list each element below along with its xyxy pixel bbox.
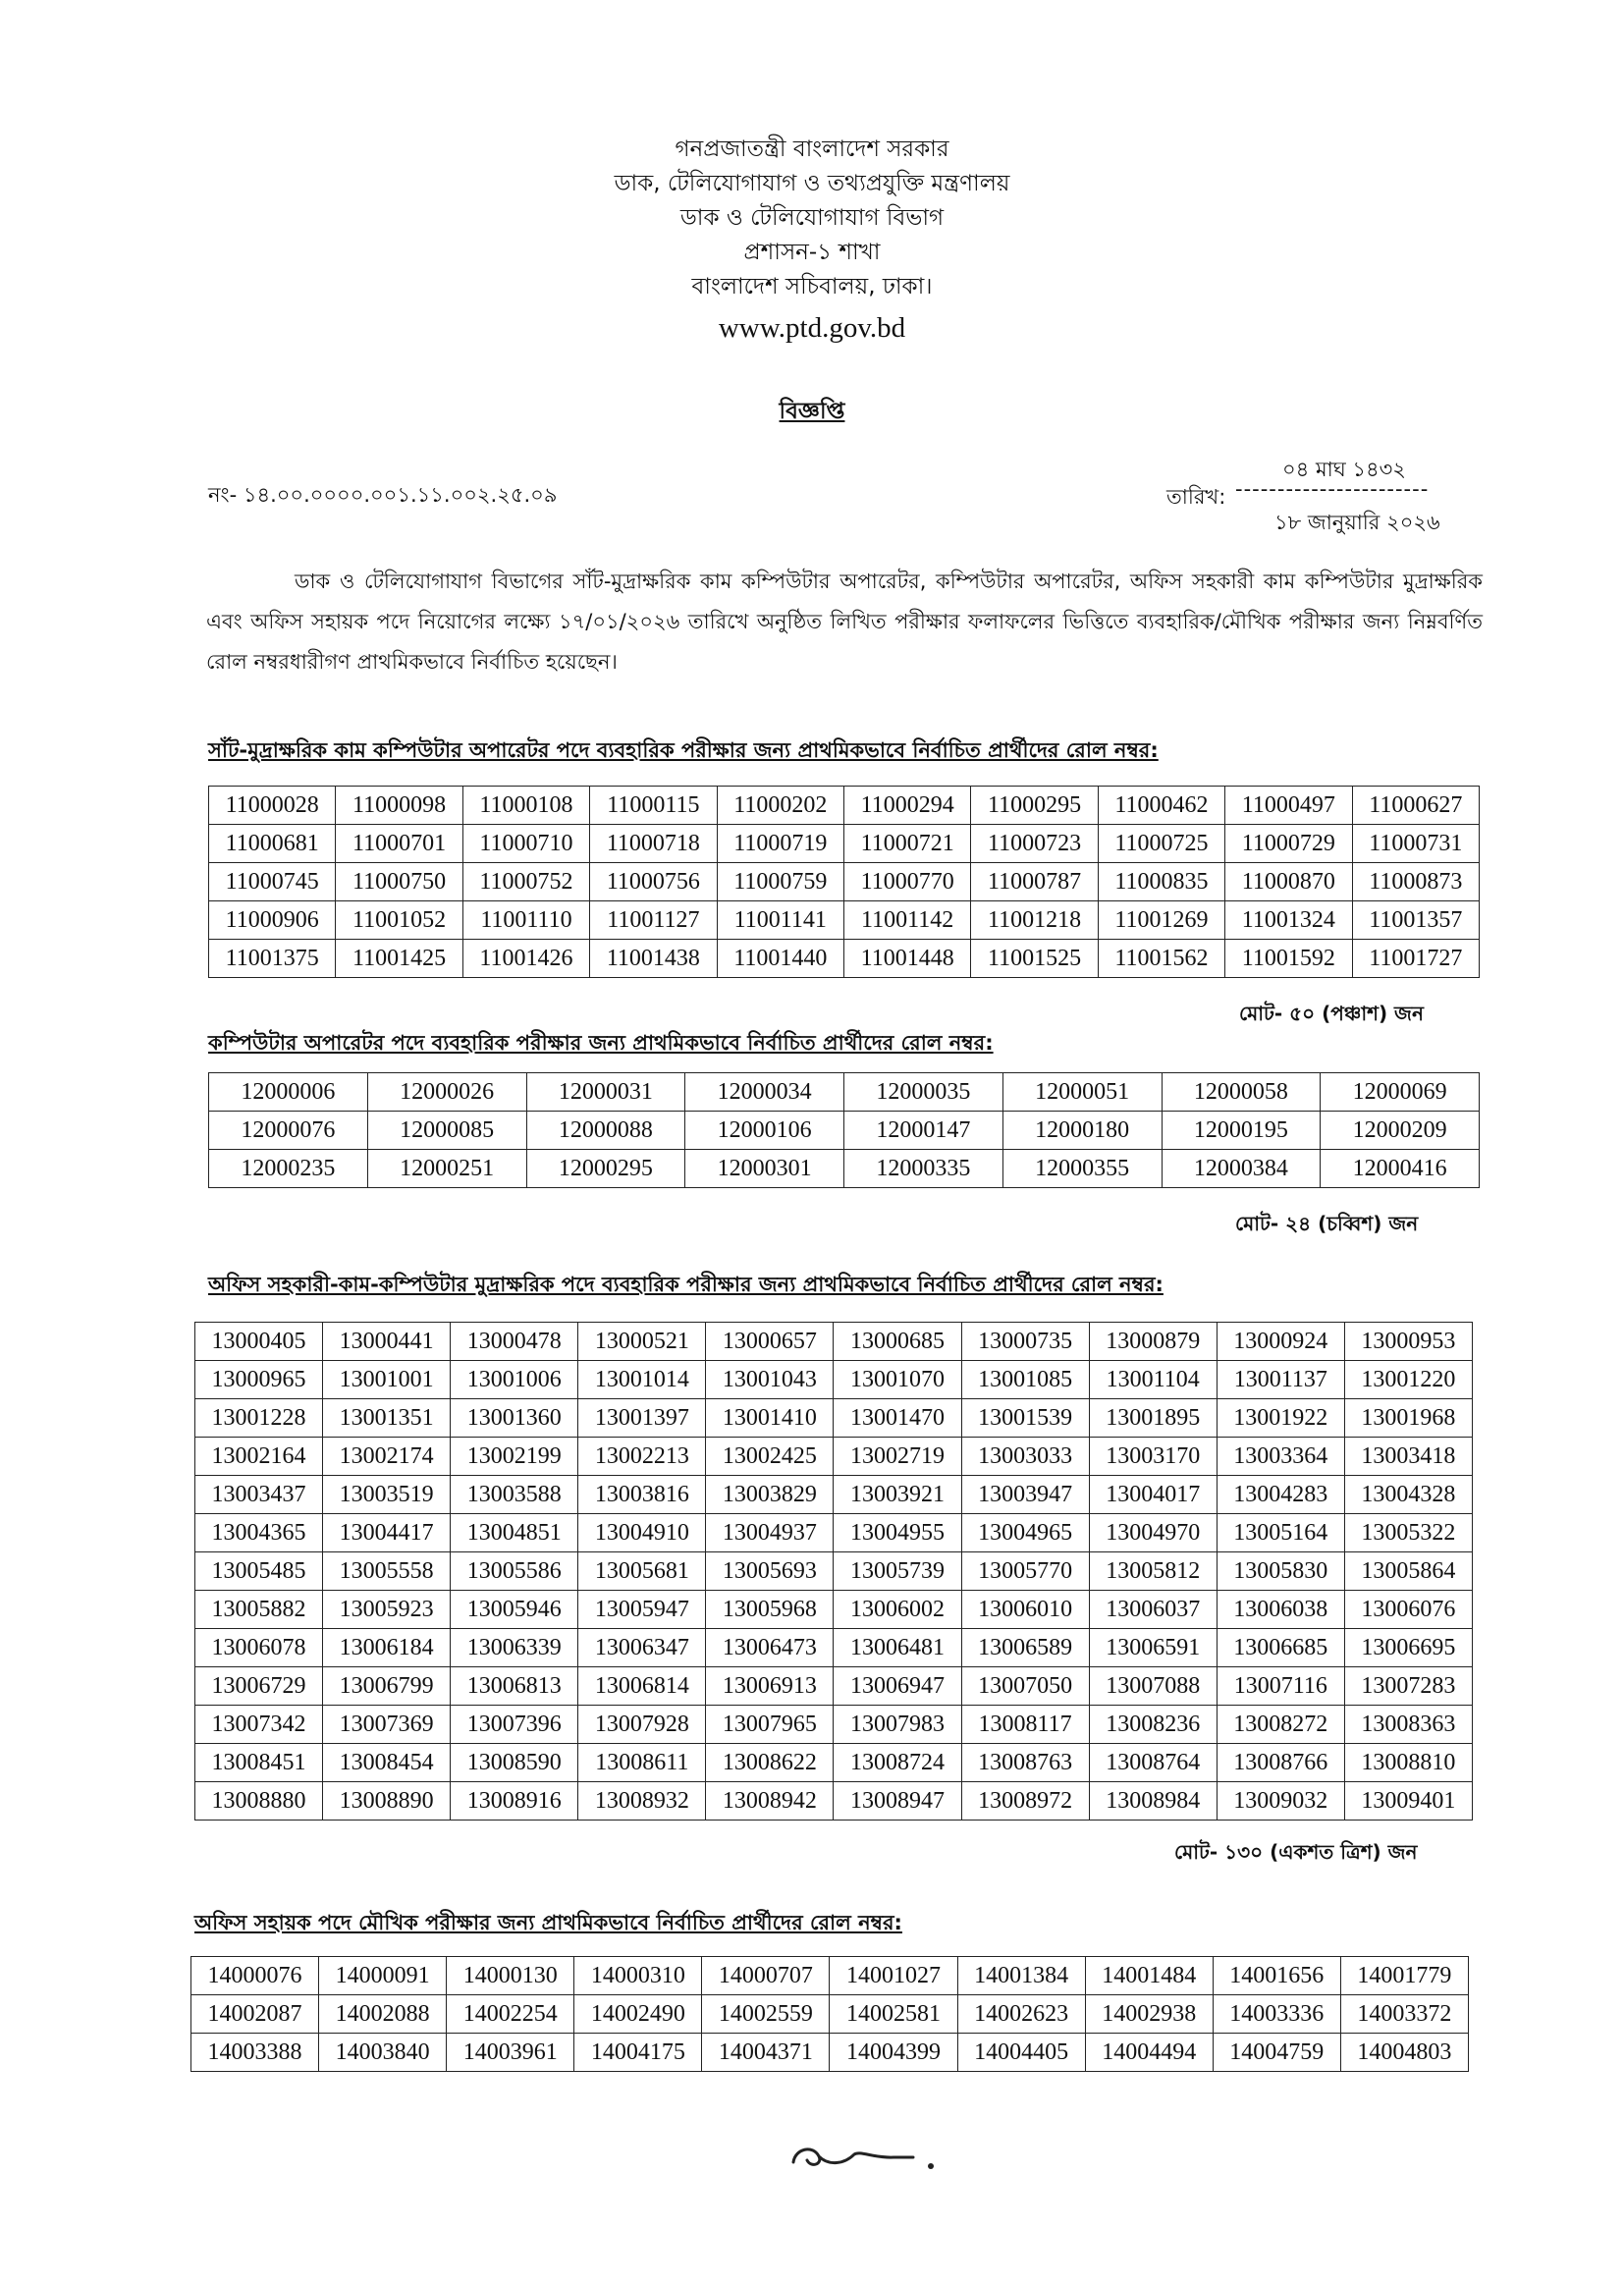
roll-number-cell: 12000295 xyxy=(526,1150,685,1188)
roll-number-cell: 11001562 xyxy=(1098,940,1224,978)
roll-number-cell: 11000725 xyxy=(1098,825,1224,863)
roll-number-cell: 11001592 xyxy=(1225,940,1352,978)
roll-number-cell: 13001220 xyxy=(1344,1361,1472,1399)
roll-number-cell: 11000497 xyxy=(1225,787,1352,825)
roll-number-cell: 11001525 xyxy=(971,940,1098,978)
roll-number-cell: 13003588 xyxy=(451,1476,578,1514)
roll-number-cell: 14001384 xyxy=(957,1957,1085,1995)
roll-number-cell: 13006076 xyxy=(1344,1591,1472,1629)
roll-number-cell: 11000710 xyxy=(462,825,589,863)
roll-number-cell: 12000251 xyxy=(367,1150,526,1188)
roll-number-cell: 13002425 xyxy=(706,1438,834,1476)
roll-number-cell: 13005864 xyxy=(1344,1552,1472,1591)
roll-number-cell: 14000091 xyxy=(319,1957,447,1995)
roll-number-cell: 13001470 xyxy=(834,1399,961,1438)
roll-table-computer-operator xyxy=(208,1072,1480,1188)
date-english: ১৮ জানুয়ারি ২০২৬ xyxy=(1274,511,1440,534)
roll-number-cell: 13006010 xyxy=(961,1591,1089,1629)
roll-table-steno xyxy=(208,786,1480,978)
roll-number-cell: 14002490 xyxy=(574,1995,702,2034)
table-row xyxy=(191,1957,1469,1995)
letterhead xyxy=(0,133,1624,350)
table-row xyxy=(209,787,1480,825)
table-row xyxy=(191,1995,1469,2034)
roll-number-cell: 13002719 xyxy=(834,1438,961,1476)
roll-number-cell: 13004965 xyxy=(961,1514,1089,1552)
roll-number-cell: 14003388 xyxy=(191,2034,319,2072)
table-row xyxy=(195,1591,1473,1629)
roll-number-cell: 13001922 xyxy=(1217,1399,1344,1438)
roll-number-cell: 13004970 xyxy=(1089,1514,1217,1552)
roll-number-cell: 11000745 xyxy=(209,863,336,901)
roll-number-cell: 11000756 xyxy=(590,863,717,901)
roll-number-cell: 13004283 xyxy=(1217,1476,1344,1514)
roll-number-cell: 13008454 xyxy=(323,1744,451,1782)
roll-number-cell: 13005947 xyxy=(578,1591,706,1629)
roll-number-cell: 11000202 xyxy=(717,787,843,825)
roll-number-cell: 13006814 xyxy=(578,1667,706,1706)
roll-number-cell: 11000731 xyxy=(1352,825,1479,863)
roll-number-cell: 13007283 xyxy=(1344,1667,1472,1706)
section-2-total: মোট- ২৪ (চব্বিশ) জন xyxy=(1235,1212,1419,1235)
table-row xyxy=(195,1323,1473,1361)
roll-number-cell: 13008810 xyxy=(1344,1744,1472,1782)
roll-number-cell: 13006038 xyxy=(1217,1591,1344,1629)
roll-number-cell: 13003364 xyxy=(1217,1438,1344,1476)
roll-number-cell: 14004175 xyxy=(574,2034,702,2072)
roll-number-cell: 11001425 xyxy=(336,940,462,978)
roll-number-cell: 11000750 xyxy=(336,863,462,901)
roll-number-cell: 13001895 xyxy=(1089,1399,1217,1438)
roll-number-cell: 13008880 xyxy=(195,1782,323,1821)
roll-number-cell: 12000147 xyxy=(844,1112,1003,1150)
roll-number-cell: 13008766 xyxy=(1217,1744,1344,1782)
table-row xyxy=(195,1438,1473,1476)
roll-number-cell: 13008916 xyxy=(451,1782,578,1821)
roll-number-cell: 12000006 xyxy=(209,1073,368,1112)
roll-number-cell: 13004955 xyxy=(834,1514,961,1552)
roll-number-cell: 11001110 xyxy=(462,901,589,940)
roll-number-cell: 14000707 xyxy=(702,1957,830,1995)
roll-number-cell: 11000681 xyxy=(209,825,336,863)
govt-name: গনপ্রজাতন্ত্রী বাংলাদেশ সরকার xyxy=(675,136,949,162)
roll-number-cell: 13004017 xyxy=(1089,1476,1217,1514)
date-dashes: ----------------------- xyxy=(1235,477,1430,501)
roll-number-cell: 11000835 xyxy=(1098,863,1224,901)
roll-number-cell: 13006947 xyxy=(834,1667,961,1706)
roll-number-cell: 11000906 xyxy=(209,901,336,940)
roll-number-cell: 13003816 xyxy=(578,1476,706,1514)
roll-number-cell: 14003961 xyxy=(447,2034,574,2072)
roll-number-cell: 14002559 xyxy=(702,1995,830,2034)
roll-number-cell: 13001006 xyxy=(451,1361,578,1399)
roll-number-cell: 11000752 xyxy=(462,863,589,901)
roll-number-cell: 13007983 xyxy=(834,1706,961,1744)
roll-number-cell: 12000335 xyxy=(844,1150,1003,1188)
roll-number-cell: 11001052 xyxy=(336,901,462,940)
roll-number-cell: 13000965 xyxy=(195,1361,323,1399)
roll-number-cell: 13006339 xyxy=(451,1629,578,1667)
roll-number-cell: 13006184 xyxy=(323,1629,451,1667)
roll-number-cell: 11001218 xyxy=(971,901,1098,940)
table-row xyxy=(209,1150,1480,1188)
roll-number-cell: 12000085 xyxy=(367,1112,526,1150)
roll-number-cell: 13008272 xyxy=(1217,1706,1344,1744)
roll-number-cell: 13000953 xyxy=(1344,1323,1472,1361)
roll-number-cell: 13008451 xyxy=(195,1744,323,1782)
roll-number-cell: 13006695 xyxy=(1344,1629,1472,1667)
roll-number-cell: 12000031 xyxy=(526,1073,685,1112)
roll-number-cell: 11000759 xyxy=(717,863,843,901)
roll-number-cell: 11000787 xyxy=(971,863,1098,901)
roll-number-cell: 11000028 xyxy=(209,787,336,825)
roll-number-cell: 14004399 xyxy=(830,2034,957,2072)
roll-number-cell: 13006685 xyxy=(1217,1629,1344,1667)
roll-number-cell: 14002254 xyxy=(447,1995,574,2034)
roll-number-cell: 13008622 xyxy=(706,1744,834,1782)
roll-table-office-sahayak xyxy=(190,1956,1469,2072)
roll-number-cell: 11001142 xyxy=(843,901,970,940)
roll-number-cell: 13005322 xyxy=(1344,1514,1472,1552)
roll-number-cell: 13008984 xyxy=(1089,1782,1217,1821)
roll-number-cell: 13003519 xyxy=(323,1476,451,1514)
roll-number-cell: 13008932 xyxy=(578,1782,706,1821)
roll-number-cell: 13005812 xyxy=(1089,1552,1217,1591)
notice-title: বিজ্ঞপ্তি xyxy=(779,399,845,424)
roll-number-cell: 13000657 xyxy=(706,1323,834,1361)
roll-number-cell: 13003829 xyxy=(706,1476,834,1514)
roll-number-cell: 13001397 xyxy=(578,1399,706,1438)
roll-number-cell: 13009401 xyxy=(1344,1782,1472,1821)
roll-number-cell: 13007369 xyxy=(323,1706,451,1744)
table-row xyxy=(195,1667,1473,1706)
roll-number-cell: 12000051 xyxy=(1002,1073,1162,1112)
roll-number-cell: 11001269 xyxy=(1098,901,1224,940)
roll-number-cell: 11001426 xyxy=(462,940,589,978)
roll-number-cell: 14001027 xyxy=(830,1957,957,1995)
roll-number-cell: 14002623 xyxy=(957,1995,1085,2034)
roll-number-cell: 13005485 xyxy=(195,1552,323,1591)
division-name: ডাক ও টেলিযোগাযাগ বিভাগ xyxy=(679,205,945,231)
roll-number-cell: 13005946 xyxy=(451,1591,578,1629)
roll-number-cell: 11000294 xyxy=(843,787,970,825)
roll-number-cell: 13005164 xyxy=(1217,1514,1344,1552)
roll-number-cell: 14004405 xyxy=(957,2034,1085,2072)
table-row xyxy=(195,1361,1473,1399)
roll-number-cell: 13006347 xyxy=(578,1629,706,1667)
roll-number-cell: 11000627 xyxy=(1352,787,1479,825)
roll-number-cell: 13004417 xyxy=(323,1514,451,1552)
roll-number-cell: 13002213 xyxy=(578,1438,706,1476)
roll-number-cell: 13001137 xyxy=(1217,1361,1344,1399)
roll-number-cell: 12000076 xyxy=(209,1112,368,1150)
roll-number-cell: 12000355 xyxy=(1002,1150,1162,1188)
roll-number-cell: 13008947 xyxy=(834,1782,961,1821)
roll-number-cell: 13003418 xyxy=(1344,1438,1472,1476)
roll-number-cell: 13001070 xyxy=(834,1361,961,1399)
roll-number-cell: 12000209 xyxy=(1321,1112,1480,1150)
roll-number-cell: 13004328 xyxy=(1344,1476,1472,1514)
roll-number-cell: 11000462 xyxy=(1098,787,1224,825)
roll-number-cell: 14004371 xyxy=(702,2034,830,2072)
roll-number-cell: 11000873 xyxy=(1352,863,1479,901)
roll-number-cell: 13007396 xyxy=(451,1706,578,1744)
section-3-title: অফিস সহকারী-কাম-কম্পিউটার মুদ্রাক্ষরিক পদে ব্যবহারিক পরীক্ষার জন্য প্রাথমিকভাবে নির্বাচিত প্রার্থীদের রোল নম্বর: xyxy=(208,1273,1164,1296)
roll-number-cell: 13001014 xyxy=(578,1361,706,1399)
roll-number-cell: 13005923 xyxy=(323,1591,451,1629)
roll-number-cell: 11001324 xyxy=(1225,901,1352,940)
roll-number-cell: 13001968 xyxy=(1344,1399,1472,1438)
roll-number-cell: 13008942 xyxy=(706,1782,834,1821)
roll-number-cell: 11000729 xyxy=(1225,825,1352,863)
roll-number-cell: 11001727 xyxy=(1352,940,1479,978)
roll-number-cell: 12000106 xyxy=(685,1112,844,1150)
roll-number-cell: 13007928 xyxy=(578,1706,706,1744)
roll-number-cell: 13001360 xyxy=(451,1399,578,1438)
roll-number-cell: 14003372 xyxy=(1340,1995,1468,2034)
roll-number-cell: 11000723 xyxy=(971,825,1098,863)
roll-number-cell: 12000058 xyxy=(1162,1073,1321,1112)
office-address: বাংলাদেশ সচিবালয়, ঢাকা। xyxy=(691,274,933,299)
roll-number-cell: 13003921 xyxy=(834,1476,961,1514)
roll-number-cell: 13005558 xyxy=(323,1552,451,1591)
roll-number-cell: 13008363 xyxy=(1344,1706,1472,1744)
roll-number-cell: 14000130 xyxy=(447,1957,574,1995)
table-row xyxy=(209,940,1480,978)
table-row xyxy=(195,1476,1473,1514)
roll-number-cell: 11000295 xyxy=(971,787,1098,825)
roll-number-cell: 13006813 xyxy=(451,1667,578,1706)
table-row xyxy=(191,2034,1469,2072)
roll-number-cell: 12000384 xyxy=(1162,1150,1321,1188)
roll-number-cell: 11001440 xyxy=(717,940,843,978)
roll-number-cell: 14000310 xyxy=(574,1957,702,1995)
date-bangla: ০৪ মাঘ ১৪৩২ xyxy=(1282,458,1406,481)
roll-number-cell: 12000026 xyxy=(367,1073,526,1112)
roll-number-cell: 14002581 xyxy=(830,1995,957,2034)
roll-number-cell: 13008117 xyxy=(961,1706,1089,1744)
roll-number-cell: 11001127 xyxy=(590,901,717,940)
roll-number-cell: 14001484 xyxy=(1085,1957,1213,1995)
roll-number-cell: 14004803 xyxy=(1340,2034,1468,2072)
roll-number-cell: 13000441 xyxy=(323,1323,451,1361)
roll-number-cell: 11000721 xyxy=(843,825,970,863)
roll-number-cell: 13006729 xyxy=(195,1667,323,1706)
roll-number-cell: 12000034 xyxy=(685,1073,844,1112)
roll-number-cell: 12000195 xyxy=(1162,1112,1321,1150)
roll-number-cell: 12000069 xyxy=(1321,1073,1480,1112)
roll-number-cell: 13009032 xyxy=(1217,1782,1344,1821)
section-1-title: সাঁট-মুদ্রাক্ষরিক কাম কম্পিউটার অপারেটর পদে ব্যবহারিক পরীক্ষার জন্য প্রাথমিকভাবে নির্বাচিত প্রার্থীদের রোল নম্বর: xyxy=(208,738,1159,762)
table-row xyxy=(195,1782,1473,1821)
roll-number-cell: 14001779 xyxy=(1340,1957,1468,1995)
roll-number-cell: 13003170 xyxy=(1089,1438,1217,1476)
roll-number-cell: 13000521 xyxy=(578,1323,706,1361)
roll-number-cell: 13000405 xyxy=(195,1323,323,1361)
roll-number-cell: 13001539 xyxy=(961,1399,1089,1438)
roll-number-cell: 13006589 xyxy=(961,1629,1089,1667)
signature-mark xyxy=(785,2131,943,2180)
roll-number-cell: 13007965 xyxy=(706,1706,834,1744)
table-row xyxy=(209,1112,1480,1150)
section-2-title: কম্পিউটার অপারেটর পদে ব্যবহারিক পরীক্ষার জন্য প্রাথমিকভাবে নির্বাচিত প্রার্থীদের রোল নম্বর: xyxy=(208,1031,994,1055)
roll-number-cell: 11000718 xyxy=(590,825,717,863)
roll-number-cell: 11000770 xyxy=(843,863,970,901)
branch-name: প্রশাসন-১ শাখা xyxy=(743,240,881,265)
table-row xyxy=(195,1744,1473,1782)
roll-number-cell: 13001410 xyxy=(706,1399,834,1438)
roll-number-cell: 13007088 xyxy=(1089,1667,1217,1706)
roll-number-cell: 14000076 xyxy=(191,1957,319,1995)
ministry-name: ডাক, টেলিযোগাযাগ ও তথ্যপ্রযুক্তি মন্ত্রণালয় xyxy=(614,171,1010,196)
roll-number-cell: 11001448 xyxy=(843,940,970,978)
roll-number-cell: 13007050 xyxy=(961,1667,1089,1706)
roll-number-cell: 14003336 xyxy=(1213,1995,1340,2034)
date-label: তারিখ: xyxy=(1166,485,1226,509)
roll-number-cell: 13005830 xyxy=(1217,1552,1344,1591)
roll-number-cell: 13006473 xyxy=(706,1629,834,1667)
roll-number-cell: 14002087 xyxy=(191,1995,319,2034)
roll-number-cell: 13003437 xyxy=(195,1476,323,1514)
roll-number-cell: 13002199 xyxy=(451,1438,578,1476)
roll-number-cell: 11000719 xyxy=(717,825,843,863)
roll-number-cell: 11000098 xyxy=(336,787,462,825)
section-1-total: মোট- ৫০ (পঞ্চাশ) জন xyxy=(1239,1002,1424,1025)
roll-number-cell: 12000088 xyxy=(526,1112,685,1150)
roll-number-cell: 13005693 xyxy=(706,1552,834,1591)
roll-number-cell: 13002174 xyxy=(323,1438,451,1476)
roll-number-cell: 13000924 xyxy=(1217,1323,1344,1361)
roll-number-cell: 11000701 xyxy=(336,825,462,863)
roll-number-cell: 11000870 xyxy=(1225,863,1352,901)
roll-number-cell: 14001656 xyxy=(1213,1957,1340,1995)
roll-number-cell: 12000235 xyxy=(209,1150,368,1188)
roll-number-cell: 14004494 xyxy=(1085,2034,1213,2072)
roll-number-cell: 14004759 xyxy=(1213,2034,1340,2072)
roll-number-cell: 11001357 xyxy=(1352,901,1479,940)
roll-number-cell: 13008724 xyxy=(834,1744,961,1782)
table-row xyxy=(195,1629,1473,1667)
intro-paragraph: ডাক ও টেলিযোগাযাগ বিভাগের সাঁট-মুদ্রাক্ষরিক কাম কম্পিউটার অপারেটর, কম্পিউটার অপারেটর, অফিস সহকারী কাম কম্পিউটার মুদ্রাক্ষরিক এবং অফিস সহায়ক পদে নিয়োগের লক্ষ্যে ১৭/০১/২০২৬ তারিখে অনুষ্ঠিত লিখিত পরীক্ষার ফলাফলের ভিত্তিতে ব্যবহারিক/মৌখিক পরীক্ষার জন্য নিম্নবর্ণিত রোল নম্বরধারীগণ প্রাথমিকভাবে নির্বাচিত হয়েছেন। xyxy=(206,570,1483,674)
roll-number-cell: 11001141 xyxy=(717,901,843,940)
roll-number-cell: 13004365 xyxy=(195,1514,323,1552)
section-4-title: অফিস সহায়ক পদে মৌখিক পরীক্ষার জন্য প্রাথমিকভাবে নির্বাচিত প্রার্থীদের রোল নম্বর: xyxy=(194,1911,902,1934)
roll-number-cell: 13005968 xyxy=(706,1591,834,1629)
roll-number-cell: 13003947 xyxy=(961,1476,1089,1514)
roll-number-cell: 13006078 xyxy=(195,1629,323,1667)
roll-number-cell: 13000879 xyxy=(1089,1323,1217,1361)
roll-number-cell: 13004910 xyxy=(578,1514,706,1552)
roll-number-cell: 13005770 xyxy=(961,1552,1089,1591)
roll-number-cell: 12000035 xyxy=(844,1073,1003,1112)
roll-number-cell: 13005586 xyxy=(451,1552,578,1591)
roll-table-office-assistant xyxy=(194,1322,1473,1821)
roll-number-cell: 13008611 xyxy=(578,1744,706,1782)
roll-number-cell: 13000735 xyxy=(961,1323,1089,1361)
table-row xyxy=(209,901,1480,940)
roll-number-cell: 13001001 xyxy=(323,1361,451,1399)
table-row xyxy=(209,863,1480,901)
roll-number-cell: 13000685 xyxy=(834,1323,961,1361)
roll-number-cell: 13008590 xyxy=(451,1744,578,1782)
roll-number-cell: 13008972 xyxy=(961,1782,1089,1821)
table-row xyxy=(195,1706,1473,1744)
roll-number-cell: 13008890 xyxy=(323,1782,451,1821)
roll-number-cell: 11001438 xyxy=(590,940,717,978)
roll-number-cell: 11001375 xyxy=(209,940,336,978)
roll-number-cell: 14003840 xyxy=(319,2034,447,2072)
roll-number-cell: 13008763 xyxy=(961,1744,1089,1782)
roll-number-cell: 13001085 xyxy=(961,1361,1089,1399)
roll-number-cell: 13008236 xyxy=(1089,1706,1217,1744)
roll-number-cell: 13006913 xyxy=(706,1667,834,1706)
roll-number-cell: 14002938 xyxy=(1085,1995,1213,2034)
roll-number-cell: 13005739 xyxy=(834,1552,961,1591)
roll-number-cell: 13007342 xyxy=(195,1706,323,1744)
roll-number-cell: 13006002 xyxy=(834,1591,961,1629)
roll-number-cell: 13005882 xyxy=(195,1591,323,1629)
roll-number-cell: 12000416 xyxy=(1321,1150,1480,1188)
roll-number-cell: 13007116 xyxy=(1217,1667,1344,1706)
roll-number-cell: 11000108 xyxy=(462,787,589,825)
table-row xyxy=(209,1073,1480,1112)
roll-number-cell: 13001043 xyxy=(706,1361,834,1399)
roll-number-cell: 13008764 xyxy=(1089,1744,1217,1782)
memo-number: নং- ১৪.০০.০০০০.০০১.১১.০০২.২৫.০৯ xyxy=(208,483,558,507)
roll-number-cell: 13006799 xyxy=(323,1667,451,1706)
roll-number-cell: 13006037 xyxy=(1089,1591,1217,1629)
roll-number-cell: 13001351 xyxy=(323,1399,451,1438)
roll-number-cell: 13001104 xyxy=(1089,1361,1217,1399)
table-row xyxy=(209,825,1480,863)
table-row xyxy=(195,1399,1473,1438)
roll-number-cell: 13005681 xyxy=(578,1552,706,1591)
roll-number-cell: 13004851 xyxy=(451,1514,578,1552)
roll-number-cell: 13001228 xyxy=(195,1399,323,1438)
roll-number-cell: 12000180 xyxy=(1002,1112,1162,1150)
table-row xyxy=(195,1514,1473,1552)
section-3-total: মোট- ১৩০ (একশত ত্রিশ) জন xyxy=(1174,1840,1418,1864)
roll-number-cell: 13006481 xyxy=(834,1629,961,1667)
roll-number-cell: 13006591 xyxy=(1089,1629,1217,1667)
roll-number-cell: 13002164 xyxy=(195,1438,323,1476)
roll-number-cell: 12000301 xyxy=(685,1150,844,1188)
roll-number-cell: 13003033 xyxy=(961,1438,1089,1476)
roll-number-cell: 11000115 xyxy=(590,787,717,825)
roll-number-cell: 13004937 xyxy=(706,1514,834,1552)
website-text: www.ptd.gov.bd xyxy=(718,312,906,344)
roll-number-cell: 14002088 xyxy=(319,1995,447,2034)
roll-number-cell: 13000478 xyxy=(451,1323,578,1361)
table-row xyxy=(195,1552,1473,1591)
